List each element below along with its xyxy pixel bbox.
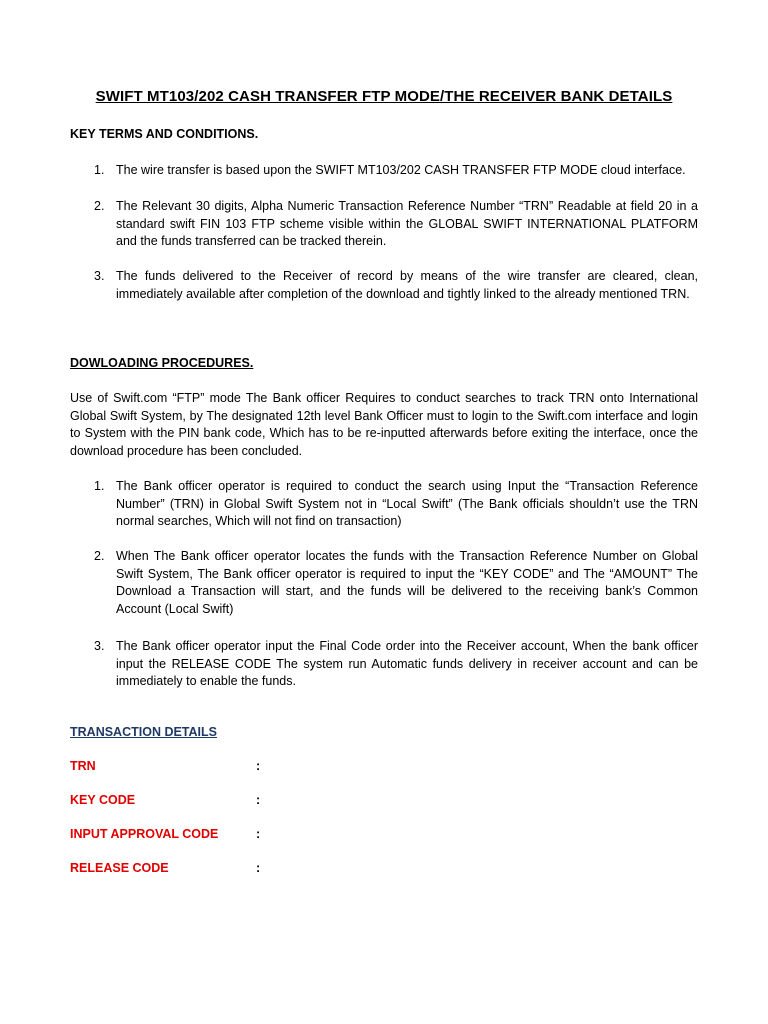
list-item-text: The funds delivered to the Receiver of record by means of the wire transfer are cleared, clean, immediately available after completion of the download and tightly linked to the already mentioned TRN. [116,269,698,301]
field-separator: : [256,827,261,841]
list-item-text: The Relevant 30 digits, Alpha Numeric Transaction Reference Number “TRN” Readable at field 20 in a standard swift FIN 103 FTP scheme visible within the GLOBAL SWIFT INTERNATIONAL PLATFORM and the funds transferred can be tracked therein. [116,199,698,248]
list-item [70,198,698,251]
list-item [70,478,698,531]
procedures-list-1 [70,478,698,531]
list-item [70,268,698,303]
list-number: 1. [94,163,105,177]
key-terms-list-3 [70,268,698,303]
list-number: 1. [94,479,105,493]
list-item-text: When The Bank officer operator locates the funds with the Transaction Reference Number on Global Swift System, The Bank officer operator is required to input the “KEY CODE” and The “AMOUNT” The Download a Transaction will start, and the funds will be delivered to the receiving bank’s Common Account (Local Swift) [116,549,698,616]
list-item-text: The wire transfer is based upon the SWIFT MT103/202 CASH TRANSFER FTP MODE cloud interface. [116,163,686,177]
list-item [70,162,698,180]
list-number: 2. [94,549,105,563]
field-separator: : [256,861,261,875]
list-item [70,548,698,618]
list-item-text: The Bank officer operator input the Final Code order into the Receiver account, When the bank officer input the RELEASE CODE The system run Automatic funds delivery in receiver account and can be immediately to enable the funds. [116,639,698,688]
procedures-list-3 [70,638,698,691]
list-item-text: The Bank officer operator is required to conduct the search using Input the “Transaction Reference Number” (TRN) in Global Swift System not in “Local Swift” (The Bank officials shouldn’t use the TRN normal searches, Which will not find on transaction) [116,479,698,528]
key-terms-list [70,162,698,180]
key-terms-heading: KEY TERMS AND CONDITIONS. [70,127,259,141]
field-separator: : [256,759,261,773]
transaction-details-heading: TRANSACTION DETAILS [70,725,217,739]
field-label-trn: TRN [70,759,96,773]
field-label-input-approval-code: INPUT APPROVAL CODE [70,827,219,841]
document-title: SWIFT MT103/202 CASH TRANSFER FTP MODE/THE RECEIVER BANK DETAILS [95,88,673,105]
list-number: 3. [94,639,105,653]
procedures-list-2 [70,548,698,618]
procedures-heading: DOWLOADING PROCEDURES. [70,356,254,370]
list-number: 2. [94,199,105,213]
key-terms-list-2 [70,198,698,251]
field-label-release-code: RELEASE CODE [70,861,169,875]
field-separator: : [256,793,261,807]
procedures-intro: Use of Swift.com “FTP” mode The Bank officer Requires to conduct searches to track TRN onto International Global Swift System, by The designated 12th level Bank Officer must to login to the Swift.com interface and login to System with the PIN bank code, Which has to be re-inputted afterwards before exiting the interface, once the download procedure has been concluded. [70,391,698,458]
list-number: 3. [94,269,105,283]
field-label-key-code: KEY CODE [70,793,136,807]
list-item [70,638,698,691]
